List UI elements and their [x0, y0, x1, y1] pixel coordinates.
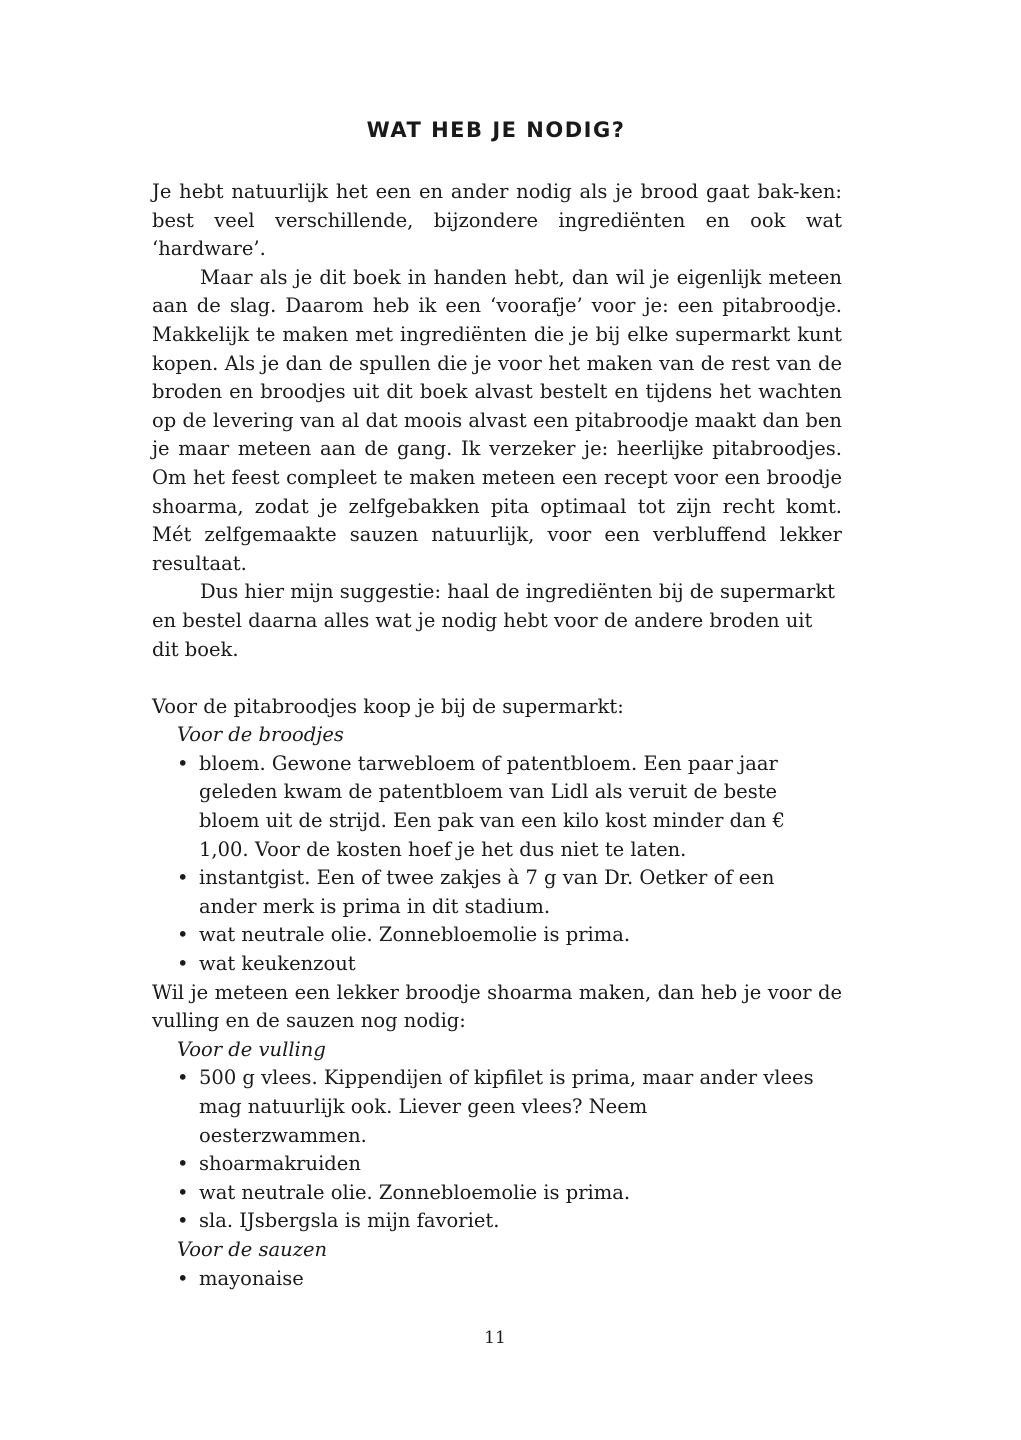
list-item [177, 750, 819, 864]
list-item-text: instantgist. Een of twee zakjes à 7 g van Dr. Oetker of een ander merk is prima in dit stadium. [199, 866, 775, 918]
bullet: • [177, 1209, 189, 1233]
sauce-ingredient-list [152, 1265, 842, 1294]
bullet: • [177, 1152, 189, 1176]
paragraph-gap [152, 664, 842, 693]
list-item-text: mayonaise [199, 1266, 304, 1290]
bullet: • [177, 751, 189, 775]
list-item-text: 500 g vlees. Kippendijen of kipfilet is prima, maar ander vlees mag natuurlijk ook. Liever geen vlees? Neem oesterzwammen. [199, 1066, 814, 1147]
bullet: • [177, 1180, 189, 1204]
bread-heading: Voor de broodjes [177, 723, 344, 747]
filling-ingredient-list [152, 1064, 842, 1236]
paragraph-intro: Je hebt natuurlijk het een en ander nodig als je brood gaat bak-ken: best veel verschillende, bijzondere ingrediënten en ook wat ‘hardware’. [152, 180, 842, 261]
bullet: • [177, 1066, 189, 1090]
list-item-text: shoarmakruiden [199, 1152, 361, 1176]
list-item-text: sla. IJsbergsla is mijn favoriet. [199, 1209, 500, 1233]
list-item-text: wat neutrale olie. Zonnebloemolie is prima. [199, 1180, 631, 1204]
list-item-text: bloem. Gewone tarwebloem of patentbloem. Een paar jaar geleden kwam de patentbloem van Lidl als veruit de beste bloem uit de strijd. Een pak van een kilo kost minder dan € 1,00. Voor de kosten hoef je het dus niet te laten. [199, 751, 785, 861]
list-item [177, 1265, 819, 1294]
bullet: • [177, 952, 189, 976]
body-text [152, 178, 842, 1293]
bread-ingredient-list [152, 750, 842, 979]
list-item [177, 864, 819, 921]
page-number: 11 [484, 1328, 506, 1348]
list-item-text: wat neutrale olie. Zonnebloemolie is prima. [199, 923, 631, 947]
bullet: • [177, 1266, 189, 1290]
bullet: • [177, 923, 189, 947]
list-item [177, 1150, 819, 1179]
list-item [177, 950, 819, 979]
list-item [177, 1207, 819, 1236]
list-item-text: wat keukenzout [199, 952, 356, 976]
filling-heading: Voor de vulling [177, 1037, 326, 1061]
shoarma-intro: Wil je meteen een lekker broodje shoarma maken, dan heb je voor de vulling en de sauzen nog nodig: [152, 980, 842, 1033]
list-item [177, 1179, 819, 1208]
list-item [177, 921, 819, 950]
sauce-heading: Voor de sauzen [177, 1237, 328, 1261]
list-item [177, 1064, 819, 1150]
shopping-intro: Voor de pitabroodjes koop je bij de supermarkt: [152, 694, 624, 718]
paragraph-suggestion: Dus hier mijn suggestie: haal de ingrediënten bij de supermarkt en bestel daarna alles wat je nodig hebt voor de andere broden uit dit boek. [152, 580, 835, 661]
paragraph-start-now: Maar als je dit boek in handen hebt, dan wil je eigenlijk meteen aan de slag. Daarom heb ik een ‘voorafje’ voor je: een pitabroodje. Makkelijk te maken met ingrediënten die je bij elke supermarkt kunt kopen. Als je dan de spullen die je voor het maken van de rest van de broden en broodjes uit dit boek alvast bestelt en tijdens het wachten op de levering van al dat moois alvast een pitabroodje maakt dan ben je maar meteen aan de gang. Ik verzeker je: heerlijke pitabroodjes. Om het feest compleet te maken meteen een recept voor een broodje shoarma, zodat je zelfgebakken pita optimaal tot zijn recht komt. Mét zelfgemaakte sauzen natuurlijk, voor een verbluffend lekker resultaat. [152, 265, 842, 575]
page-title: WAT HEB JE NODIG? [366, 118, 626, 142]
bullet: • [177, 866, 189, 890]
